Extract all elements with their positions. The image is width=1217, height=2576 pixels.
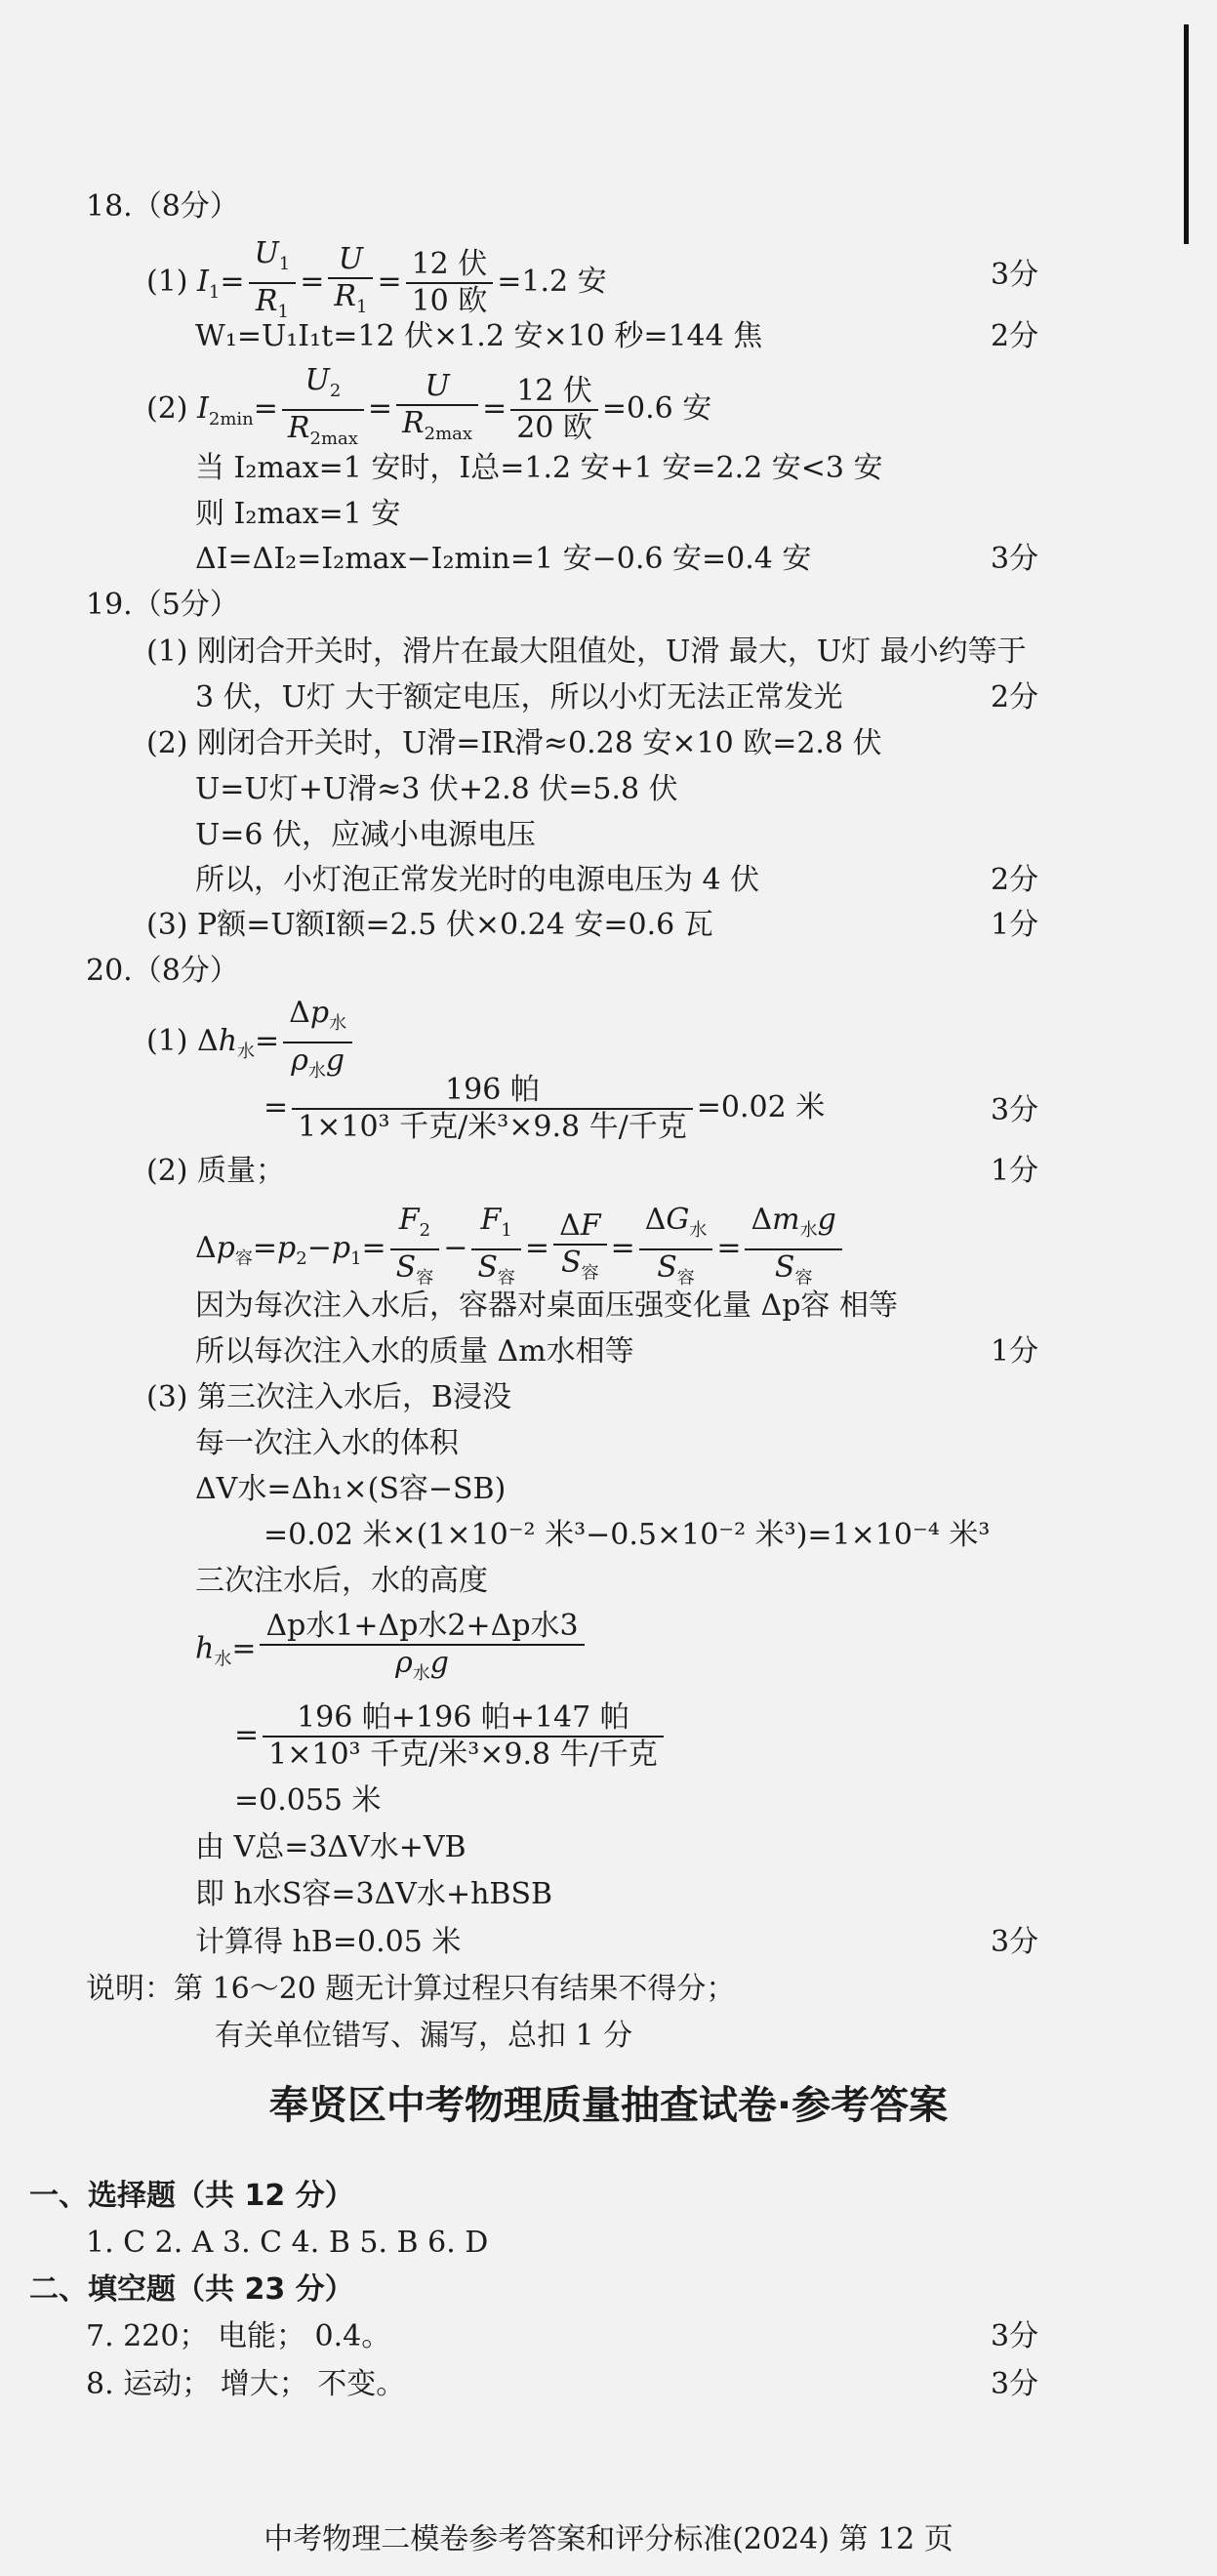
section2-header: 二、填空题（共 23 分） [29,2272,354,2307]
scan-edge-bar [1184,24,1189,244]
q20-line3: 因为每次注入水后，容器对桌面压强变化量 Δp容 相等 [195,1288,898,1323]
q18-eq2-label: (2) [146,391,188,426]
q20-score1: 3分 [991,1093,1039,1127]
q20-part3-line4: =0.02 米×(1×10⁻² 米³−0.5×10⁻² 米³)=1×10⁻⁴ 米³ [264,1518,991,1552]
q18-work-line: W₁=U₁I₁t=12 伏×1.2 安×10 秒=144 焦 [195,319,763,353]
q20-part2: (2) 质量； [146,1154,286,1188]
section2-score8: 3分 [991,2367,1039,2401]
q20-part3-line3: ΔV水=Δh₁×(S容−SB) [195,1472,507,1506]
q18-eq1: (1) $I_1=$ $\frac{U_1}{R_1}$ = $\frac{U}{R_1}$ = $\frac{\text{12 伏}}{\text{10 欧}}$ =1.2 安 [146,236,607,322]
q18-line6: ΔI=ΔI₂=I₂max−I₂min=1 安−0.6 安=0.4 安 [195,542,812,576]
q19-header: 19.（5分） [86,588,239,622]
q18-eq2-result: =0.6 安 [601,391,712,426]
q20-part3-line8: =0.055 米 [234,1783,382,1818]
q20-eq2: $\Delta p_容=p_2-p_1=$ $\frac{F_2}{S_容}$ − $\frac{F_1}{S_容}$ = $\frac{\Delta F}{S_容}$ = $\frac{\Delta G_水}{S_容}$ = $\frac{\Delta m_水g}{S_容}$ [195,1203,846,1298]
section2-item7: 7. 220； 电能； 0.4。 [86,2319,391,2353]
q18-eq1-label: (1) [146,265,188,299]
section1-answers: 1. C 2. A 3. C 4. B 5. B 6. D [86,2226,489,2260]
q19-line1: (1) 刚闭合开关时，滑片在最大阻值处，U滑 最大，U灯 最小约等于 [146,634,1027,669]
q18-eq2-den: 20 欧 [516,411,592,445]
q20-eq1b: = $\frac{\text{196 帕}}{\text{1×10³ 千克/米³×9.8 牛/千克}}$ =0.02 米 [264,1073,826,1144]
q20-eq4-num: 196 帕+196 帕+147 帕 [263,1700,664,1738]
q20-score3: 1分 [991,1334,1039,1369]
q20-part3-line2: 每一次注入水的体积 [195,1426,459,1460]
q20-eq4: = $\frac{\text{196 帕+196 帕+147 帕}}{\text{1×10³ 千克/米³×9.8 牛/千克}}$ [234,1697,668,1775]
q20-part3-line1: (3) 第三次注入水后，B浸没 [146,1380,512,1414]
answer-key-title: 奉贤区中考物理质量抽查试卷·参考答案 [268,2083,949,2128]
q18-score2: 2分 [991,319,1039,353]
q18-eq2-num: 12 伏 [510,374,598,411]
q20-eq1-num: 196 帕 [292,1073,693,1110]
q20-eq1-den: 1×10³ 千克/米³×9.8 牛/千克 [298,1110,687,1144]
q20-eq1-result: =0.02 米 [696,1090,826,1124]
q18-score1: 3分 [991,258,1039,292]
q19-score2: 2分 [991,863,1039,897]
q18-score3: 3分 [991,542,1039,576]
q20-header: 20.（8分） [86,954,239,988]
q19-line6: 所以，小灯泡正常发光时的电源电压为 4 伏 [195,863,760,897]
q20-score4: 3分 [991,1925,1039,1959]
note-line2: 有关单位错写、漏写，总扣 1 分 [215,2019,633,2053]
q18-eq1-result: =1.2 安 [497,265,607,299]
q19-score1: 2分 [991,680,1039,715]
q20-eq3: $h_水=$ $\frac{\text{Δp水1+Δp水2+Δp水3}}{\rho_水g}$ [195,1609,588,1699]
q20-eq1-label: (1) [146,1024,188,1058]
q19-line4: U=U灯+U滑≈3 伏+2.8 伏=5.8 伏 [195,772,678,806]
q19-line2: 3 伏，U灯 大于额定电压，所以小灯无法正常发光 [195,680,843,715]
q19-line7: (3) P额=U额I额=2.5 伏×0.24 安=0.6 瓦 [146,908,713,942]
q18-eq1-den: 10 欧 [411,284,488,318]
q20-part3-line10: 即 h水S容=3ΔV水+hBSB [195,1877,553,1911]
note-line1: 说明：第 16～20 题无计算过程只有结果不得分； [86,1972,736,2006]
q19-score3: 1分 [991,908,1039,942]
q19-line5: U=6 伏，应减小电源电压 [195,818,537,852]
q18-eq2: (2) $I_{2min}=$ $\frac{U_2}{R_{2max}}$ = $\frac{U}{R_{2max}}$ = $\frac{\text{12 伏}}{\text{20 欧}}$ =0.6 安 [146,363,712,449]
q18-line4: 当 I₂max=1 安时，I总=1.2 安+1 安=2.2 安<3 安 [195,451,883,485]
section1-header: 一、选择题（共 12 分） [29,2179,354,2213]
q18-line5: 则 I₂max=1 安 [195,497,401,531]
q20-part3-line11: 计算得 hB=0.05 米 [195,1925,462,1959]
q20-part3-line5: 三次注水后，水的高度 [195,1564,488,1598]
q18-eq1-num: 12 伏 [406,247,494,284]
q20-score2: 1分 [991,1154,1039,1188]
q19-line3: (2) 刚闭合开关时，U滑=IR滑≈0.28 安×10 欧=2.8 伏 [146,726,882,760]
q20-eq4-den: 1×10³ 千克/米³×9.8 牛/千克 [268,1738,658,1772]
page-footer: 中考物理二模卷参考答案和评分标准(2024) 第 12 页 [264,2522,953,2556]
q18-header: 18.（8分） [86,189,239,224]
section2-item8: 8. 运动； 增大； 不变。 [86,2367,406,2401]
q20-line4: 所以每次注入水的质量 Δm水相等 [195,1334,634,1369]
q20-eq3-num: Δp水1+Δp水2+Δp水3 [260,1609,584,1646]
q20-eq1: (1) $\Delta h_水=$ $\frac{\Delta p_水}{\rho_水g}$ [146,996,356,1091]
q20-part3-line9: 由 V总=3ΔV水+VB [195,1830,467,1864]
section2-score7: 3分 [991,2319,1039,2353]
